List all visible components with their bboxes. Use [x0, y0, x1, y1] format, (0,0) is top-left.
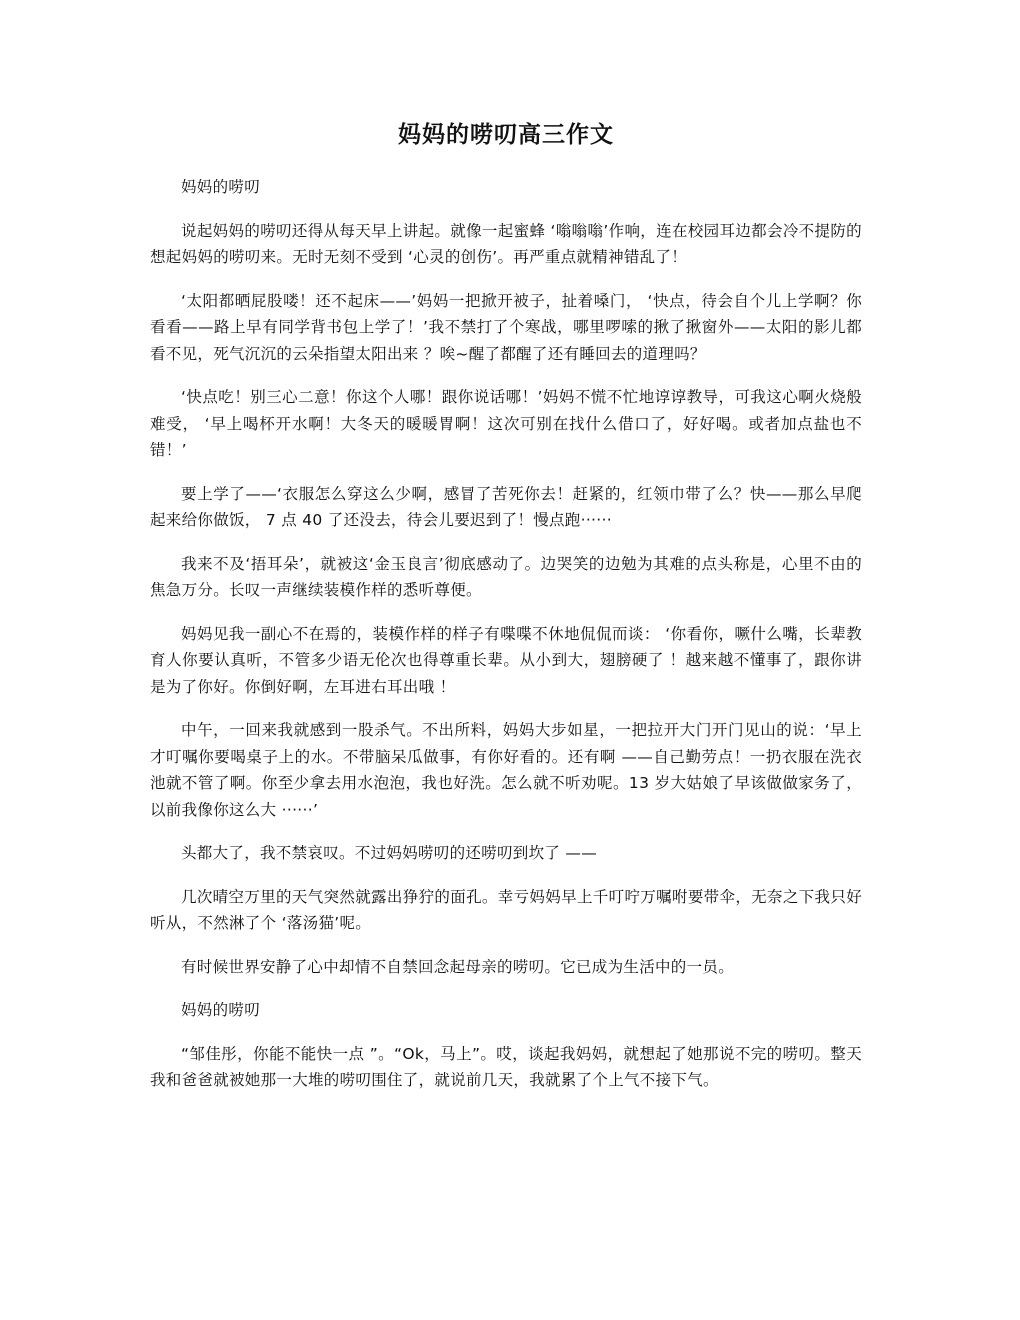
- paragraph: 头都大了，我不禁哀叹。不过妈妈唠叨的还唠叨到坎了 ——: [181, 844, 598, 862]
- paragraph: ‘快点吃！别三心二意！你这个人哪！跟你说话哪！’妈妈不慌不忙地谆谆教导，可我这心啊火烧般难受， ‘早上喝杯开水啊！大冬天的暖暖胃啊！这次可别在找什么借口了，好好喝。或者加点盐也不错！’: [150, 388, 862, 459]
- paragraph: 要上学了——‘衣服怎么穿这么少啊，感冒了苦死你去！赶紧的，红领巾带了么？快——那么早爬起来给你做饭， 7 点 40 了还没去，待会儿要迟到了！慢点跑······: [150, 484, 862, 529]
- document-title: 妈妈的唠叨高三作文: [398, 121, 614, 148]
- paragraph: 中午，一回来我就感到一股杀气。不出所料，妈妈大步如星，一把拉开大门开门见山的说：‘早上才叮嘱你要喝桌子上的水。不带脑呆瓜做事，有你好看的。还有啊 ——自己勤劳点！一扔衣服在洗衣池就不管了啊。你至少拿去用水泡泡，我也好洗。怎么就不听劝呢。13 岁大姑娘了早该做做家务了，以前我像你这么大 ······’: [150, 721, 862, 819]
- paragraph: 有时候世界安静了心中却情不自禁回念起母亲的唠叨。它已成为生活中的一员。: [181, 957, 735, 976]
- paragraph: 妈妈见我一副心不在焉的，装模作样的样子有喋喋不休地侃侃而谈： ‘你看你，噘什么嘴，长辈教育人你要认真听，不管多少语无伦次也得尊重长辈。从小到大，翅膀硬了 ！越来越不懂事了，跟你讲是为了你好。你倒好啊，左耳进右耳出哦 ！: [150, 624, 862, 696]
- paragraph: ‘太阳都晒屁股喽！还不起床——’妈妈一把掀开被子，扯着嗓门， ‘快点，待会自个儿上学啊？你看看——路上早有同学背书包上学了！’我不禁打了个寒战，哪里啰嗦的揪了揪窗外——太阳的影儿都看不见，死气沉沉的云朵指望太阳出来 ？唉~醒了都醒了还有睡回去的道理吗？: [150, 291, 862, 363]
- paragraph: 我来不及‘捂耳朵’，就被这‘金玉良言’彻底感动了。边哭笑的边勉为其难的点头称是，心里不由的焦急万分。长叹一声继续装模作样的悉听尊便。: [150, 554, 862, 599]
- paragraph: “邹佳彤，你能不能快一点 ”。“Ok，马上”。哎，谈起我妈妈，就想起了她那说不完的唠叨。整天我和爸爸就被她那一大堆的唠叨围住了，就说前几天，我就累了个上气不接下气。: [150, 1044, 862, 1089]
- document-page: [150, 118, 862, 1111]
- subheading: 妈妈的唠叨: [181, 178, 261, 196]
- paragraph: 几次晴空万里的天气突然就露出狰狞的面孔。幸亏妈妈早上千叮咛万嘱咐要带伞，无奈之下我只好听从，不然淋了个 ‘落汤猫’呢。: [150, 887, 862, 932]
- paragraph: 说起妈妈的唠叨还得从每天早上讲起。就像一起蜜蜂 ‘嗡嗡嗡’作响，连在校园耳边都会冷不提防的想起妈妈的唠叨来。无时无刻不受到 ‘心灵的创伤’。再严重点就精神错乱了！: [150, 221, 862, 266]
- subheading: 妈妈的唠叨: [181, 1001, 261, 1019]
